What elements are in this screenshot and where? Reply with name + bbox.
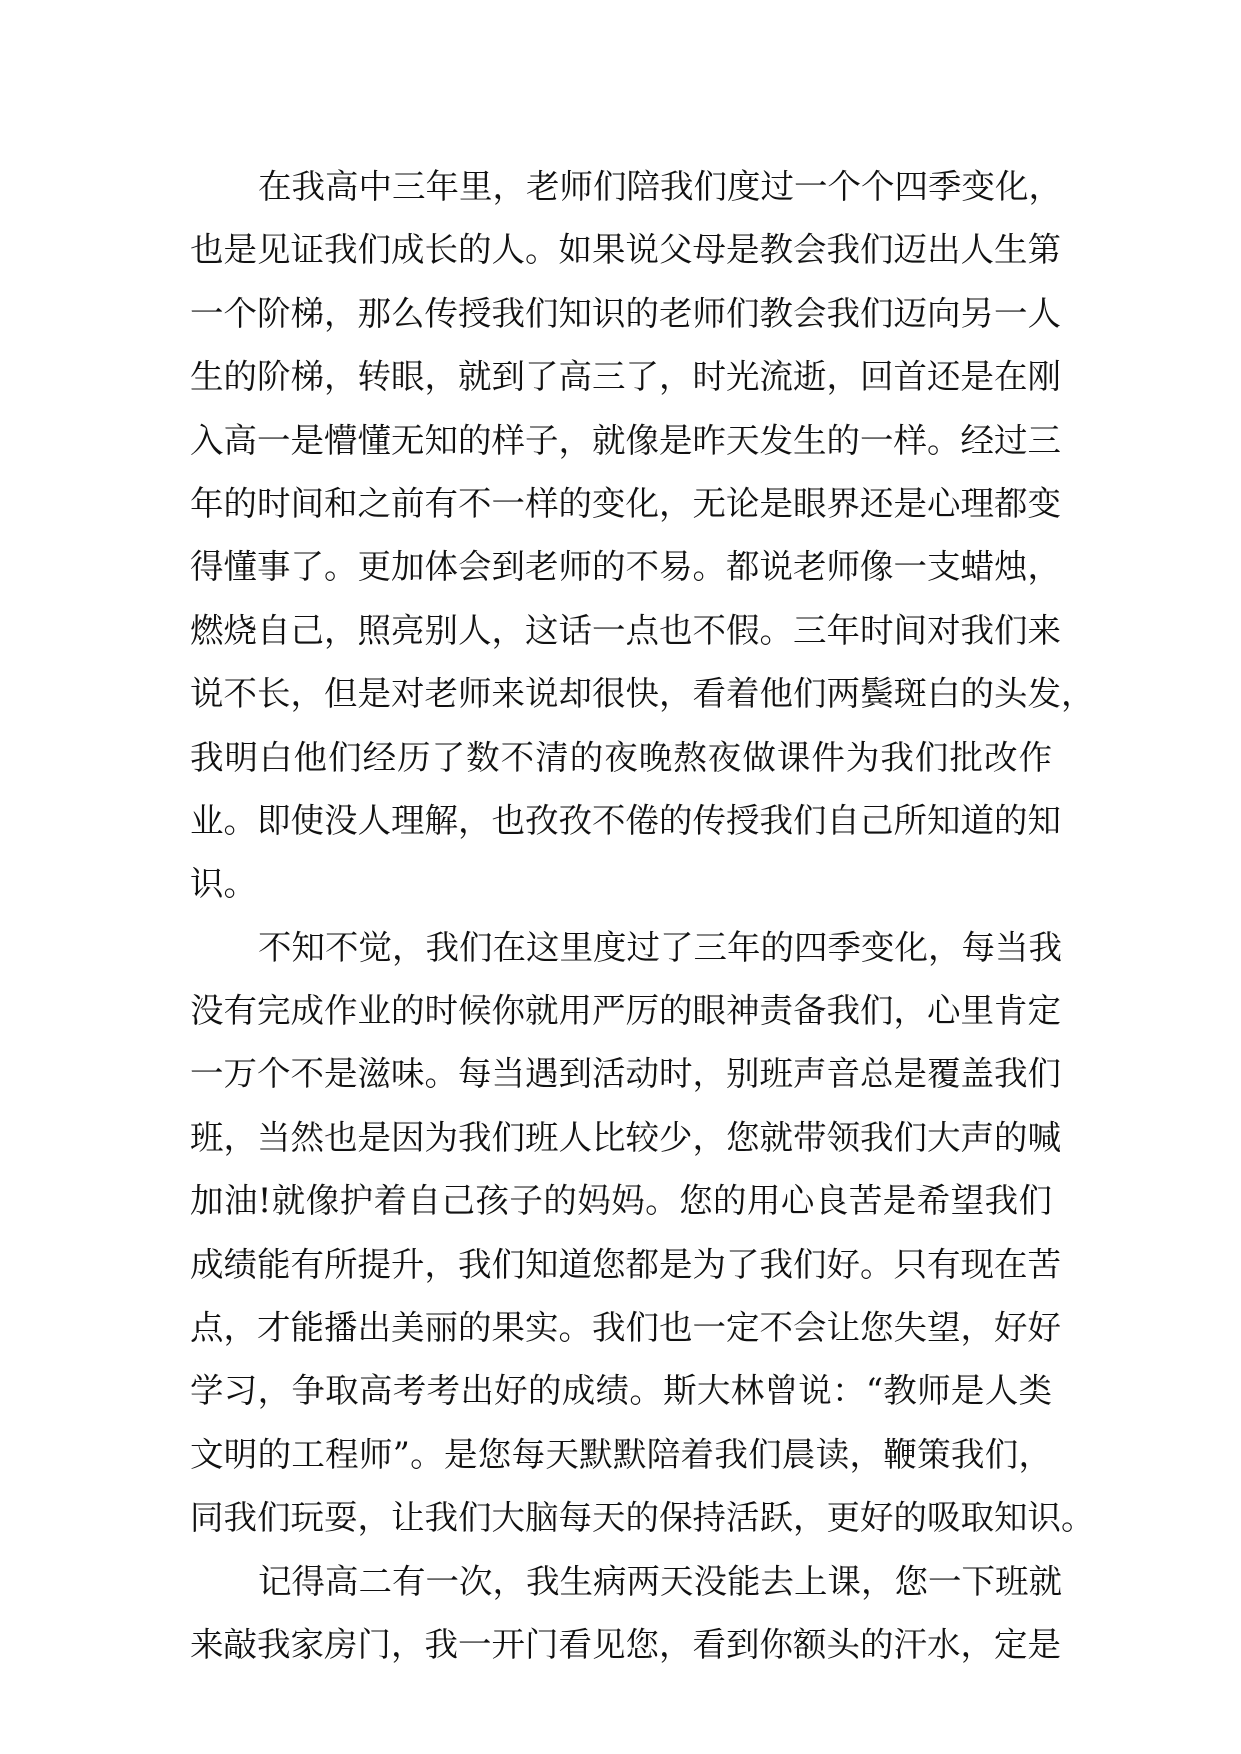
text-line: 在我高中三年里，老师们陪我们度过一个个四季变化， (258, 167, 1062, 206)
text-line: 成绩能有所提升，我们知道您都是为了我们好。只有现在苦 (190, 1244, 1061, 1284)
paragraph-1 (190, 155, 1095, 916)
text-line: 记得高二有一次，我生病两天没能去上课，您一下班就 (258, 1561, 1062, 1601)
text-line: 年的时间和之前有不一样的变化，无论是眼界还是心理都变 (190, 483, 1061, 523)
text-line: 加油!就像护着自己孩子的妈妈。您的用心良苦是希望我们 (190, 1181, 1052, 1221)
text-line: 得懂事了。更加体会到老师的不易。都说老师像一支蜡烛， (190, 547, 1061, 587)
text-line: 文明的工程师”。是您每天默默陪着我们晨读，鞭策我们， (190, 1434, 1052, 1474)
text-line: 点，才能播出美丽的果实。我们也一定不会让您失望，好好 (190, 1308, 1061, 1348)
text-line: 业。即使没人理解，也孜孜不倦的传授我们自己所知道的知 (190, 800, 1061, 840)
text-line: 同我们玩耍，让我们大脑每天的保持活跃，更好的吸取知识。 (190, 1498, 1095, 1538)
text-line: 来敲我家房门，我一开门看见您，看到你额头的汗水，定是 (190, 1624, 1061, 1664)
text-line: 燃烧自己，照亮别人，这话一点也不假。三年时间对我们来 (190, 610, 1061, 650)
document-body (190, 155, 1095, 1676)
text-line: 生的阶梯，转眼，就到了高三了，时光流逝，回首还是在刚 (190, 357, 1061, 397)
text-line: 也是见证我们成长的人。如果说父母是教会我们迈出人生第 (190, 230, 1061, 270)
text-line: 入高一是懵懂无知的样子，就像是昨天发生的一样。经过三 (190, 420, 1061, 460)
text-line: 班，当然也是因为我们班人比较少，您就带领我们大声的喊 (190, 1117, 1061, 1157)
text-line: 一万个不是滋味。每当遇到活动时，别班声音总是覆盖我们 (190, 1054, 1061, 1094)
text-line: 说不长，但是对老师来说却很快，看着他们两鬓斑白的头发， (190, 674, 1095, 714)
text-line: 识。 (190, 864, 257, 904)
text-line: 学习，争取高考考出好的成绩。斯大林曾说：“教师是人类 (190, 1371, 1052, 1411)
text-line: 一个阶梯，那么传授我们知识的老师们教会我们迈向另一人 (190, 293, 1061, 333)
paragraph-2 (190, 916, 1095, 1550)
text-line: 不知不觉，我们在这里度过了三年的四季变化，每当我 (258, 927, 1062, 967)
text-line: 我明白他们经历了数不清的夜晚熬夜做课件为我们批改作 (190, 737, 1052, 777)
text-line: 没有完成作业的时候你就用严厉的眼神责备我们，心里肯定 (190, 991, 1061, 1031)
paragraph-3 (190, 1550, 1062, 1677)
